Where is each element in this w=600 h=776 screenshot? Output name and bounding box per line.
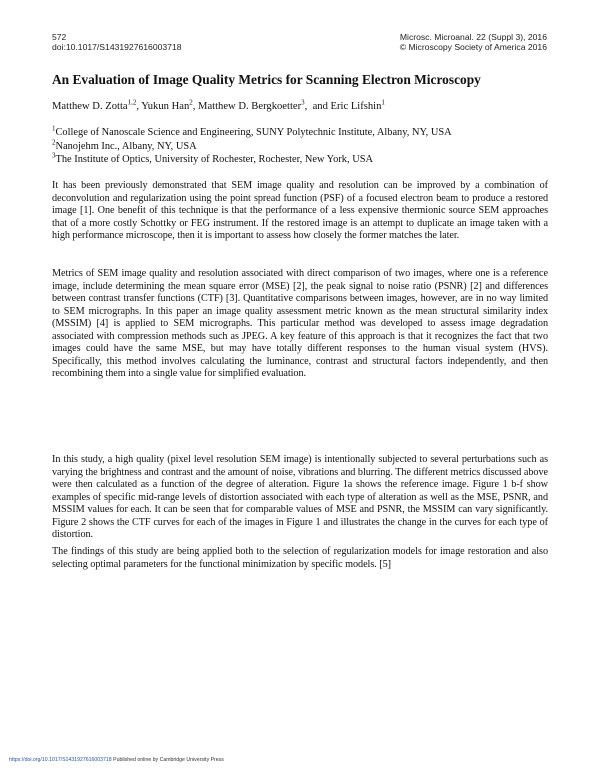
footer — [9, 757, 224, 764]
doi-link[interactable]: https://doi.org/10.1017/S1431927616003718 — [9, 757, 112, 763]
affiliation-mark: 3 — [52, 151, 56, 160]
author-affiliation-mark: 1,2 — [127, 98, 137, 107]
copyright: © Microscopy Society of America 2016 — [399, 42, 547, 52]
author-name: Matthew D. Bergkoetter — [198, 101, 302, 112]
affiliation-text: Nanojehm Inc., Albany, NY, USA — [55, 140, 197, 152]
body-paragraph: It has been previously demonstrated that SEM image quality and resolution can be improved by a combination of deconvolution and regularization using the point spread function (PSF) of a focused electron beam to produce a restored image [1]. One benefit of this technique is that the performance of a less expensive thermionic source SEM approaches that of a more costly Schottky or FEG instrument. If the restored image is an attempt to duplicate an image taken with a high performance microscope, then it is important to assess how closely the former matches the later. — [52, 180, 548, 241]
journal-citation: Microsc. Microanal. 22 (Suppl 3), 2016 — [399, 32, 547, 42]
paper-title: An Evaluation of Image Quality Metrics for Scanning Electron Microscopy — [52, 72, 481, 87]
body-paragraph: Metrics of SEM image quality and resolution associated with direct comparison of two images, where one is a reference image, include determining the mean square error (MSE) [2], the peak signal to noise ratio (PSNR) [2] and differences between contrast transfer functions (CTF) [3]. Quantitative comparisons between images, however, are in no way limited to SEM micrographs. In this paper an image quality assessment metric known as the mean structural similarity index (MSSIM) [4] is applied to SEM micrographs. This particular method was developed to assess image degradation associated with compression methods such as JPEG. A key feature of this approach is that it recognizes the fact that two images could have the same MSE, but may have totally different responses to the human visual system (HVS). Specifically, this method involves calculating the luminance, contrast and structural factors independently, and then recombining them into a single value for simplified evaluation. — [52, 268, 548, 379]
affiliation-list — [52, 126, 548, 167]
body-paragraph: In this study, a high quality (pixel level resolution SEM image) is intentionally subjected to several perturbations such as varying the brightness and contrast and the amount of noise, vibrations and blurring. The different metrics discussed above were then calculated as a function of the degree of alteration. Figure 1a shows the reference image. Figure 1 b-f show examples of specific mid-range levels of distortion associated with each type of alteration as well as the MSE, PSNR, and MSSIM values for each. It can be seen that for comparable values of MSE and PSNR, the MSSIM can vary significantly. Figure 2 shows the CTF curves for each of the images in Figure 1 and illustrates the change in the curves for each type of distortion. — [52, 454, 548, 540]
affiliation — [52, 140, 548, 154]
author-affiliation-mark: 3 — [301, 98, 305, 107]
author-name: Matthew D. Zotta — [52, 101, 128, 112]
affiliation-text: College of Nanoscale Science and Engineering, SUNY Polytechnic Institute, Albany, NY, USA — [55, 127, 452, 138]
affiliation — [52, 126, 548, 140]
author-affiliation-mark: 2 — [189, 98, 193, 107]
header-left — [52, 32, 182, 52]
affiliation — [52, 153, 548, 167]
page-number: 572 — [52, 32, 67, 42]
affiliation-mark: 1 — [52, 124, 56, 133]
author-name: Yukun Han — [141, 101, 190, 112]
doi: doi:10.1017/S1431927616003718 — [52, 42, 182, 52]
author-affiliation-mark: 1 — [381, 98, 385, 107]
author-list: Matthew D. Zotta$^{1,2}$, Yukun Han$^2$, Matthew D. Bergkoetter$^3$, and Eric Lifshin$^1$ — [52, 98, 385, 112]
affiliation-text: The Institute of Optics, University of Rochester, Rochester, New York, USA — [55, 154, 373, 166]
published-note: Published online by Cambridge University Press — [113, 757, 224, 763]
affiliation-mark: 2 — [52, 138, 56, 147]
header-right — [400, 32, 547, 52]
author-name: and Eric Lifshin — [312, 101, 382, 112]
body-paragraph: The findings of this study are being applied both to the selection of regularization models for image restoration and also selecting optimal parameters for the functional minimization by specific models. [5] — [52, 546, 548, 570]
